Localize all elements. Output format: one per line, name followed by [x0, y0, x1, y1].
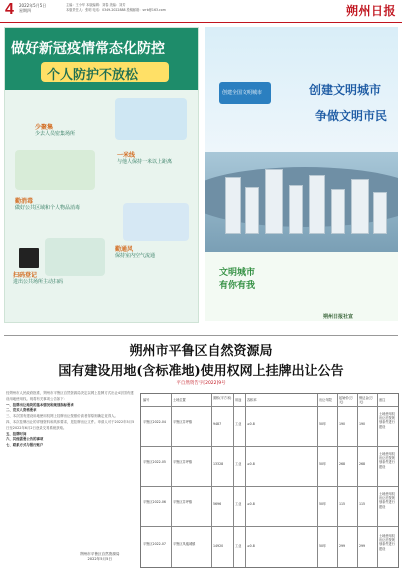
poster-signature: 朔州日报社宣 — [323, 314, 354, 320]
table-cell-term: 50年 — [319, 544, 327, 548]
civilized-city-poster — [205, 27, 398, 321]
crowd-illustration-icon — [115, 98, 187, 140]
table-rule — [141, 406, 398, 407]
table-header: 备注 — [379, 398, 386, 402]
table-rule — [141, 486, 398, 487]
tip-text: 做好公共区域和个人物品消毒 — [15, 205, 81, 211]
table-header: 面积(平方米) — [213, 396, 232, 400]
table-cell-code: 平鲁区2022-05 — [143, 460, 166, 464]
tip-ventilate — [115, 246, 193, 260]
section-divider — [4, 335, 398, 336]
table-cell-use: 工业 — [235, 544, 242, 548]
disinfect-illustration-icon — [123, 203, 189, 241]
table-cell-deposit: 190 — [359, 422, 366, 426]
table-cell-deposit: 268 — [359, 462, 366, 466]
announcement-body — [6, 391, 136, 449]
body-section-heading: 五、挂牌时间 — [6, 431, 27, 436]
table-cell-location: 平鲁区井坪镇 — [173, 460, 193, 464]
land-parcel-table — [140, 393, 399, 568]
table-rule — [357, 394, 358, 567]
table-cell-term: 50年 — [319, 502, 327, 506]
building-shape — [265, 169, 283, 234]
table-cell-price: 268 — [339, 462, 346, 466]
slogan-line-1: 创建文明城市 — [309, 83, 382, 97]
table-cell-use: 工业 — [235, 462, 242, 466]
tip-title: 扫码登记 — [13, 272, 38, 279]
body-paragraph: 四、本次挂牌出让的详细资料和具体要求，见挂牌出让文件。申请人可于2022年5月5日至2022年6月2日登录交易系统获取。 — [6, 419, 135, 430]
body-paragraph: 三、本次国有建设用地使用权网上挂牌出让按照价高者得原则确定竞得人。 — [6, 414, 118, 419]
table-cell-term: 50年 — [319, 462, 327, 466]
editorial-meta — [66, 3, 166, 13]
table-cell-note: 土地使用权出让后按规划条件进行建设 — [379, 492, 395, 509]
body-section-heading: 二、竞买人资格要求 — [6, 408, 37, 413]
building-shape — [309, 175, 325, 234]
page-number: 4 — [5, 1, 14, 18]
table-cell-price: 115 — [339, 502, 346, 506]
poster-title: 做好新冠疫情常态化防控 — [11, 41, 165, 57]
table-header: 出让年限 — [319, 398, 332, 402]
table-cell-area: 13328 — [213, 462, 224, 466]
table-rule — [233, 394, 234, 567]
table-rule — [141, 526, 398, 527]
announcement-doc-number: 平自然资告字[2022]9号 — [176, 381, 226, 386]
building-shape — [373, 192, 387, 234]
issue-date — [19, 3, 46, 13]
table-cell-area: 5696 — [213, 502, 222, 506]
tip-text: 保持室内空气流通 — [115, 253, 156, 259]
table-cell-code: 平鲁区2022-07 — [143, 542, 166, 546]
tip-text: 进出公共场所主动扫码 — [13, 279, 64, 285]
announcement-title-line-2: 国有建设用地(含标准地)使用权网上挂牌出让公告 — [58, 364, 344, 379]
page-header — [0, 0, 402, 23]
table-cell-location: 平鲁区井坪镇 — [173, 420, 193, 424]
table-cell-note: 土地使用权出让后按规划条件进行建设 — [379, 452, 395, 469]
qr-code-icon — [19, 248, 39, 268]
announcement-title-line-1: 朔州市平鲁区自然资源局 — [129, 344, 273, 359]
table-header: 编号 — [143, 398, 150, 402]
table-cell-use: 工业 — [235, 502, 242, 506]
building-shape — [225, 177, 241, 234]
table-cell-code: 平鲁区2022-04 — [143, 420, 166, 424]
body-section-heading: 六、其他需要公告的事项 — [6, 437, 44, 442]
table-cell-code: 平鲁区2022-06 — [143, 500, 166, 504]
civilized-city-logo — [219, 82, 271, 104]
editorial-meta-line: 主编：王小华 本版编辑：刘春 美编：刘芳 — [66, 3, 126, 7]
table-cell-area: 9487 — [213, 422, 222, 426]
bottom-slogan-line-2: 有你有我 — [219, 281, 256, 291]
slogan-line-2: 争做文明市民 — [315, 109, 388, 123]
table-header: 用途 — [235, 398, 242, 402]
tip-title: 勤通风 — [115, 246, 134, 253]
tip-scan — [13, 272, 91, 286]
body-paragraph: 经朔州市人民政府批准，朔州市平鲁区自然资源局决定以网上挂牌方式出让4宗国有建设用地使用权。现将有关事项公告如下： — [6, 391, 134, 401]
tip-disinfect — [15, 198, 115, 212]
table-rule — [337, 394, 338, 567]
building-shape — [351, 179, 369, 234]
newspaper-masthead: 朔州日报 — [346, 4, 397, 18]
issue-date-line: 2022年5月5日 — [19, 3, 47, 8]
table-cell-use: 工业 — [235, 422, 242, 426]
table-cell-location: 平鲁区凤凰城镇 — [173, 542, 196, 546]
table-header: 容积率 — [247, 398, 257, 402]
table-rule — [141, 446, 398, 447]
table-rule — [171, 394, 172, 567]
table-header: 土地位置 — [173, 398, 186, 402]
issue-weekday-line: 星期四 — [19, 8, 31, 13]
tip-text: 与他人保持一米以上距离 — [117, 159, 173, 165]
building-illustration-icon — [45, 238, 105, 276]
table-cell-area: 14920 — [213, 544, 224, 548]
table-cell-far: ≥0.8 — [247, 462, 255, 466]
table-rule — [377, 394, 378, 567]
table-header: 保证金(万元) — [359, 396, 373, 405]
tip-text: 少去人员密集场所 — [35, 131, 76, 137]
building-shape — [331, 189, 345, 234]
table-cell-far: ≥0.8 — [247, 502, 255, 506]
announcement-closing — [80, 552, 120, 562]
poster-subtitle: 个人防护不放松 — [47, 68, 139, 83]
table-cell-far: ≥0.8 — [247, 544, 255, 548]
table-cell-price: 190 — [339, 422, 346, 426]
table-cell-far: ≥0.8 — [247, 422, 255, 426]
tip-distance — [117, 152, 195, 166]
bottom-slogan-line-1: 文明城市 — [219, 268, 256, 278]
table-cell-note: 土地使用权出让后按规划条件进行建设 — [379, 412, 395, 429]
table-cell-term: 50年 — [319, 422, 327, 426]
table-cell-price: 299 — [339, 544, 346, 548]
tip-title: 一米线 — [117, 152, 136, 159]
building-shape — [245, 187, 259, 234]
body-section-heading: 一、挂牌出让地块的基本情况和规划指标要求 — [6, 402, 74, 407]
tip-gathering — [35, 124, 113, 138]
table-rule — [317, 394, 318, 567]
table-rule — [211, 394, 212, 567]
editorial-meta-line: 本版责任人：张明 电话：0349-2022888 投稿邮箱：srrb@163.com — [66, 8, 166, 12]
logo-text: 创建全国文明城市 — [222, 90, 263, 96]
table-cell-deposit: 115 — [359, 502, 366, 506]
table-cell-location: 平鲁区井坪镇 — [173, 500, 193, 504]
table-rule — [245, 394, 246, 567]
tip-title: 勤消毒 — [15, 198, 34, 205]
epidemic-prevention-poster — [4, 27, 199, 323]
building-shape — [289, 185, 303, 234]
distance-illustration-icon — [15, 150, 95, 190]
tip-title: 少聚集 — [35, 124, 54, 131]
closing-date: 2022年5月5日 — [87, 557, 113, 561]
table-cell-note: 土地使用权出让后按规划条件进行建设 — [379, 534, 395, 551]
table-cell-deposit: 299 — [359, 544, 366, 548]
body-section-heading: 七、联系方式与银行账户 — [6, 443, 44, 448]
closing-agency: 朔州市平鲁区自然资源局 — [80, 552, 120, 556]
table-header: 起始价(万元) — [339, 396, 353, 405]
